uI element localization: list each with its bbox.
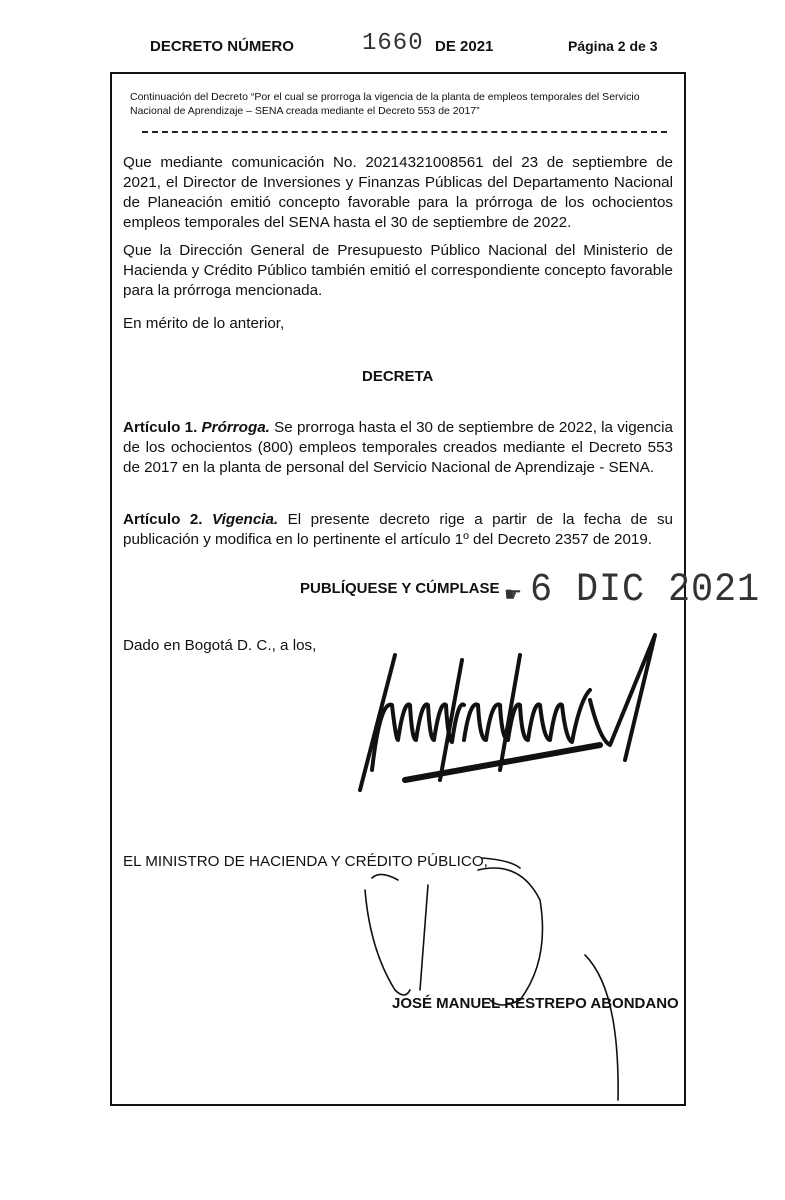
president-signature — [360, 635, 655, 790]
paragraph-merit: En mérito de lo anterior, — [123, 315, 285, 332]
dado-line: Dado en Bogotá D. C., a los, — [123, 637, 317, 654]
minister-title: EL MINISTRO DE HACIENDA Y CRÉDITO PÚBLICO, — [123, 853, 488, 870]
stamp-arrow-icon: ☛ — [504, 584, 522, 606]
minister-name: JOSÉ MANUEL RESTREPO ABONDANO — [392, 995, 679, 1012]
publiquese-line: PUBLÍQUESE Y CÚMPLASE — [300, 580, 500, 597]
article-1-text: Se prorroga hasta el 30 de septiembre de 2022, la vigencia de los ochocientos (800) empleos temporales creados mediante el Decreto 553 de 2017 en la planta de personal del Servicio Nacional de Aprendizaje - SENA. — [123, 419, 673, 476]
date-stamp: 6 DIC 2021 — [530, 568, 761, 613]
decree-number: 1660 — [362, 30, 424, 57]
decree-year: DE 2021 — [435, 38, 494, 55]
decreta-heading: DECRETA — [362, 368, 434, 385]
article-1-title: Prórroga. — [201, 419, 270, 436]
paragraph-considering-1: Que mediante comunicación No. 20214321008561 del 23 de septiembre de 2021, el Director de Inversiones y Finanzas Públicas del Departamento Nacional de Planeación emitió concepto favorable para la prórroga de los ochocientos empleos temporales del SENA hasta el 30 de septiembre de 2022. — [123, 154, 673, 231]
article-2-text: El presente decreto rige a partir de la fecha de su publicación y modifica en lo pertinente el artículo 1º del Decreto 2357 de 2019. — [123, 511, 673, 548]
decree-label: DECRETO NÚMERO — [150, 38, 294, 55]
article-2-label: Artículo 2. — [123, 511, 203, 528]
minister-signature — [365, 858, 618, 1100]
article-2-title: Vigencia. — [212, 511, 279, 528]
page-indicator: Página 2 de 3 — [568, 38, 658, 54]
article-1-label: Artículo 1. — [123, 419, 198, 436]
paragraph-considering-2: Que la Dirección General de Presupuesto Público Nacional del Ministerio de Hacienda y Crédito Público también emitió el correspondiente concepto favorable para la prórroga mencionada. — [123, 242, 673, 299]
continuation-note: Continuación del Decreto “Por el cual se prorroga la vigencia de la planta de empleos temporales del Servicio Nacional de Aprendizaje – SENA creada mediante el Decreto 553 de 2017” — [130, 91, 640, 117]
